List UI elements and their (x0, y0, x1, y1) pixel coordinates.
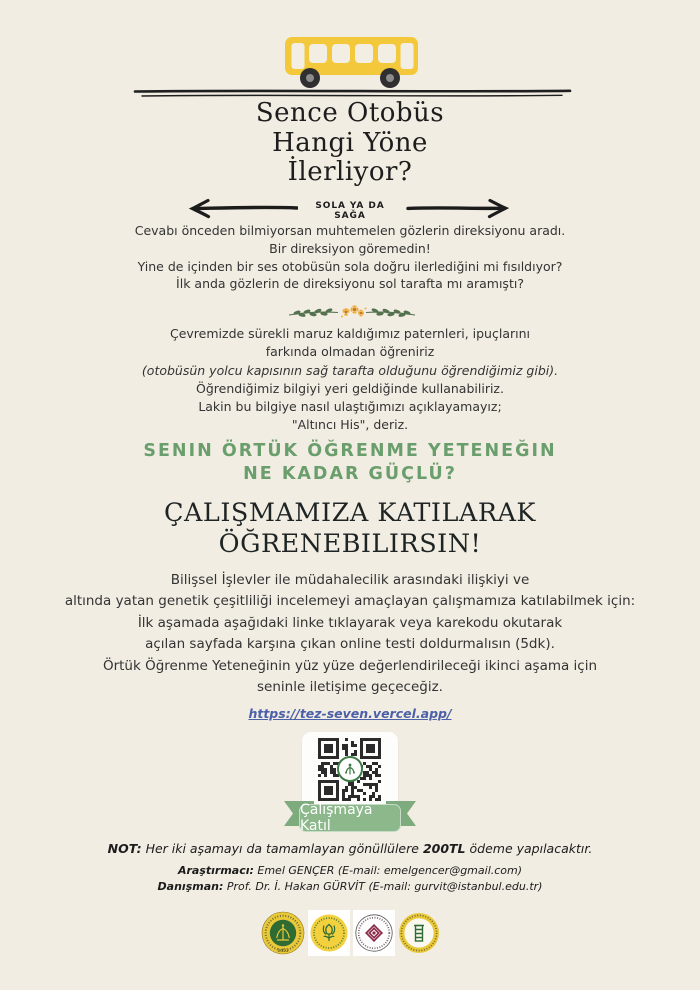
istanbul-medical-faculty-seal-box (353, 910, 395, 956)
learning-paragraph (0, 325, 700, 435)
green-heading (0, 440, 700, 485)
green-column-institute-seal-icon (398, 912, 440, 954)
text-line: seninle iletişime geçeceğiz. (257, 679, 443, 696)
right-arrow-icon (406, 198, 512, 219)
text-line: Yine de içinden bir ses otobüsün sola doğru ilerlediğini mi fısıldıyor? (137, 258, 563, 274)
note-amount: 200TL (422, 841, 466, 856)
poster-title (0, 99, 700, 188)
contacts-block (0, 863, 700, 896)
text-line: İlk anda gözlerin de direksiyonu sol tarafta mı aramıştı? (176, 276, 524, 292)
note-mid: Her iki aşamayı da tamamlayan gönüllülere (141, 841, 423, 856)
join-ribbon-button[interactable] (299, 804, 401, 832)
text-line: Öğrendiğimiz bilgiyi yeri geldiğinde kullanabiliriz. (196, 380, 504, 396)
tulip-faculty-seal-icon (310, 914, 348, 952)
istanbul-medical-faculty-seal-icon (355, 914, 393, 952)
link-row (0, 703, 700, 722)
note-suffix: ödeme yapılacaktır. (465, 841, 593, 856)
university-seals-row (0, 910, 700, 956)
join-ribbon-label: Çalışmaya Katıl (300, 802, 373, 834)
text-line: (otobüsün yolcu kapısının sağ tarafta olduğunu öğrendiğimiz gibi). (141, 362, 559, 378)
title-line: Sence Otobüs (255, 98, 445, 128)
text-line: Çevremizde sürekli maruz kaldığımız paternleri, ipuçlarını (169, 326, 530, 341)
bus-icon (0, 28, 700, 100)
tulip-faculty-seal-box (308, 910, 350, 956)
text-line: Cevabı önceden bilmiyorsan muhtemelen gözlerin direksiyonu aradı. (134, 223, 566, 238)
payment-note (0, 841, 700, 856)
divider-flowers (341, 305, 367, 317)
text-line: açılan sayfada karşına çıkan online testi doldurmalısın (5dk). (145, 636, 555, 653)
text-line: Örtük Öğrenme Yeteneğinin yüz yüze değerlendirileceği ikinci aşama için (102, 657, 598, 674)
heading-line: ÇALIŞMAMIZA KATILARAK (164, 498, 536, 528)
direction-label: SOLA YA DA SAĞA (315, 201, 385, 221)
advisor-line (0, 879, 700, 895)
qr-card[interactable] (302, 732, 398, 812)
researcher-line (0, 863, 700, 879)
cta-heading (0, 498, 700, 560)
heading-line: SENIN ÖRTÜK ÖĞRENME YETENEĞIN (143, 441, 557, 461)
qr-center-logo-icon (337, 756, 363, 782)
study-link[interactable]: https://tez-seven.vercel.app/ (248, 706, 452, 721)
title-line: İlerliyor? (287, 157, 413, 187)
researcher-label: Araştırmacı: (177, 864, 254, 877)
advisor-value: Prof. Dr. İ. Hakan GÜRVİT (E-mail: gurvit@istanbul.edu.tr) (223, 880, 543, 894)
text-line: Bilişsel İşlevler ile müdahalecilik arasındaki ilişkiyi ve (170, 572, 530, 588)
title-line: Hangi Yöne (272, 127, 428, 158)
text-line: Bir direksiyon göremedin! (269, 240, 431, 256)
floral-divider-icon (285, 300, 419, 326)
text-line: Lakin bu bilgiye nasıl ulaştığımızı açıklayamayız; (198, 399, 502, 415)
text-line: farkında olmadan öğreniriz (265, 344, 435, 360)
text-line: "Altıncı His", deriz. (291, 417, 409, 433)
note-prefix: NOT: (107, 841, 142, 856)
seal-year-text: 1453 (276, 949, 289, 954)
text-line: altında yatan genetik çeşitliliği incelemeyi amaçlayan çalışmamıza katılabilmek için: (64, 593, 636, 610)
intro-paragraph (0, 222, 700, 293)
heading-line: ÖĞRENEBILIRSIN! (218, 529, 482, 559)
advisor-label: Danışman: (157, 880, 224, 894)
text-line: İlk aşamada aşağıdaki linke tıklayarak veya karekodu okutarak (137, 614, 563, 631)
heading-line: NE KADAR GÜÇLÜ? (243, 463, 457, 484)
details-paragraph (0, 570, 700, 698)
left-arrow-icon (186, 198, 298, 219)
researcher-value: Emel GENÇER (E-mail: emelgencer@gmail.com) (253, 864, 523, 877)
istanbul-university-seal-icon (261, 911, 305, 955)
